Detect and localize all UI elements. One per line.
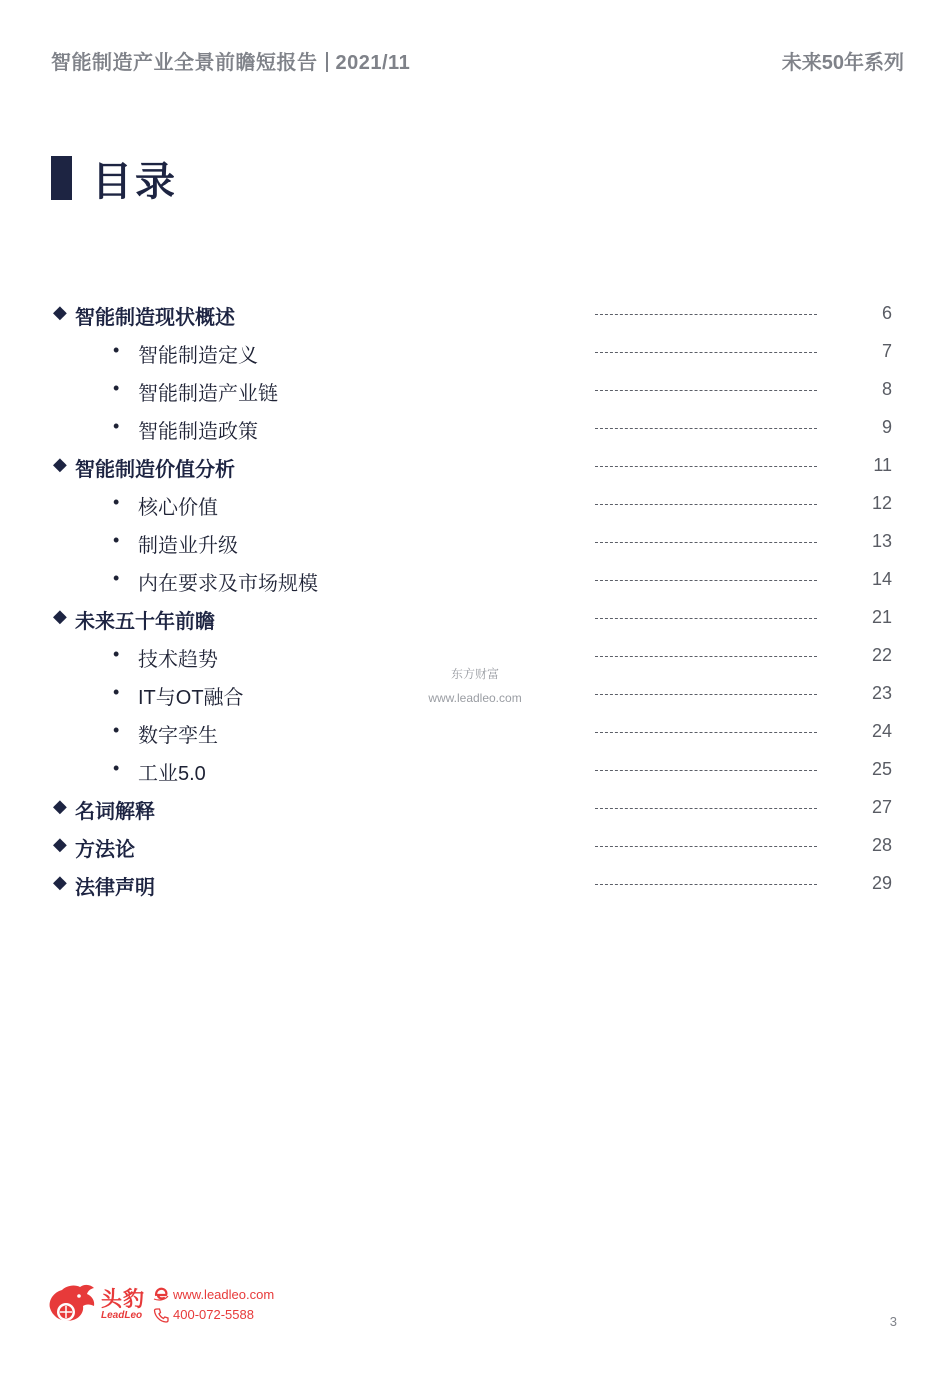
footer-website[interactable]: www.leadleo.com: [173, 1287, 275, 1302]
toc-dot-leader: [595, 542, 817, 543]
toc-dot-leader: [595, 694, 817, 695]
toc-dot-leader: [595, 808, 817, 809]
dot-bullet-icon: •: [113, 758, 120, 778]
toc-entry-label: 智能制造价值分析: [75, 459, 235, 481]
e-globe-icon: [153, 1286, 169, 1302]
dot-bullet-icon: •: [113, 568, 120, 588]
toc-entry-label: 名词解释: [75, 801, 155, 823]
dot-bullet-icon: •: [113, 492, 120, 512]
toc-entry-label: 工业5.0: [138, 763, 206, 785]
diamond-bullet-icon: ◆: [53, 606, 67, 626]
toc-dot-leader: [595, 504, 817, 505]
toc-section[interactable]: [0, 294, 950, 332]
page-title: 目录: [92, 160, 178, 204]
toc-entry-label: 数字孪生: [138, 725, 218, 747]
title-accent-bar: [51, 156, 72, 200]
toc-subsection[interactable]: [0, 484, 950, 522]
toc-page-number: 25: [871, 759, 892, 779]
toc-page-number: 27: [871, 797, 892, 817]
toc-section[interactable]: [0, 864, 950, 902]
toc-page-number: 23: [871, 683, 892, 703]
toc-subsection[interactable]: [0, 560, 950, 598]
toc-entry-label: 技术趋势: [138, 649, 218, 671]
toc-page-number: 8: [881, 379, 892, 399]
toc-page-number: 22: [871, 645, 892, 665]
report-date: 2021/11: [335, 52, 411, 74]
diamond-bullet-icon: ◆: [53, 454, 67, 474]
dot-bullet-icon: •: [113, 378, 120, 398]
toc-subsection[interactable]: [0, 750, 950, 788]
table-of-contents: [0, 294, 950, 902]
toc-entry-label: 智能制造政策: [138, 421, 258, 443]
toc-subsection[interactable]: [0, 522, 950, 560]
toc-subsection[interactable]: [0, 370, 950, 408]
toc-entry-label: IT与OT融合: [138, 687, 244, 709]
toc-page-number: 29: [871, 873, 892, 893]
dot-bullet-icon: •: [113, 530, 120, 550]
toc-page-number: 12: [871, 493, 892, 513]
dot-bullet-icon: •: [113, 644, 120, 664]
toc-dot-leader: [595, 770, 817, 771]
dot-bullet-icon: •: [113, 416, 120, 436]
toc-section[interactable]: [0, 826, 950, 864]
toc-entry-label: 未来五十年前瞻: [75, 611, 215, 633]
toc-entry-label: 内在要求及市场规模: [138, 573, 318, 595]
toc-page-number: 28: [871, 835, 892, 855]
watermark-line2: www.leadleo.com: [428, 691, 522, 705]
toc-entry-label: 智能制造现状概述: [75, 307, 235, 329]
toc-dot-leader: [595, 390, 817, 391]
toc-entry-label: 智能制造产业链: [138, 383, 278, 405]
diamond-bullet-icon: ◆: [53, 302, 67, 322]
toc-page-number: 9: [881, 417, 892, 437]
toc-dot-leader: [595, 580, 817, 581]
diamond-bullet-icon: ◆: [53, 872, 67, 892]
leopard-logo-icon: [46, 1282, 98, 1324]
toc-entry-label: 法律声明: [75, 877, 155, 899]
toc-section[interactable]: [0, 788, 950, 826]
toc-entry-label: 核心价值: [138, 497, 218, 519]
toc-section[interactable]: [0, 446, 950, 484]
brand-name-en: LeadLeo: [101, 1310, 143, 1321]
header-separator: [326, 52, 328, 72]
toc-dot-leader: [595, 352, 817, 353]
series-label: 未来50年系列: [781, 52, 904, 74]
toc-subsection[interactable]: [0, 712, 950, 750]
phone-icon: [153, 1307, 169, 1323]
page-number: 3: [889, 1314, 897, 1329]
toc-dot-leader: [595, 618, 817, 619]
toc-dot-leader: [595, 884, 817, 885]
toc-page-number: 11: [873, 455, 892, 475]
toc-page-number: 13: [871, 531, 892, 551]
toc-section[interactable]: [0, 598, 950, 636]
toc-dot-leader: [595, 656, 817, 657]
toc-entry-label: 智能制造定义: [138, 345, 258, 367]
report-header-title: [51, 46, 410, 75]
toc-page-number: 7: [881, 341, 892, 361]
toc-dot-leader: [595, 846, 817, 847]
toc-page-number: 24: [871, 721, 892, 741]
toc-page-number: 6: [881, 303, 892, 323]
brand-name-cn: 头豹: [101, 1288, 145, 1311]
toc-subsection[interactable]: [0, 408, 950, 446]
toc-entry-label: 制造业升级: [138, 535, 238, 557]
dot-bullet-icon: •: [113, 682, 120, 702]
toc-dot-leader: [595, 466, 817, 467]
dot-bullet-icon: •: [113, 340, 120, 360]
toc-dot-leader: [595, 428, 817, 429]
toc-page-number: 21: [871, 607, 892, 627]
toc-dot-leader: [595, 314, 817, 315]
toc-subsection[interactable]: [0, 332, 950, 370]
toc-page-number: 14: [871, 569, 892, 589]
watermark-line1: 东方财富: [450, 667, 499, 681]
diamond-bullet-icon: ◆: [53, 834, 67, 854]
toc-entry-label: 方法论: [75, 839, 135, 861]
toc-dot-leader: [595, 732, 817, 733]
diamond-bullet-icon: ◆: [53, 796, 67, 816]
report-title: 智能制造产业全景前瞻短报告: [51, 52, 318, 74]
footer-phone: 400-072-5588: [173, 1307, 254, 1322]
dot-bullet-icon: •: [113, 720, 120, 740]
